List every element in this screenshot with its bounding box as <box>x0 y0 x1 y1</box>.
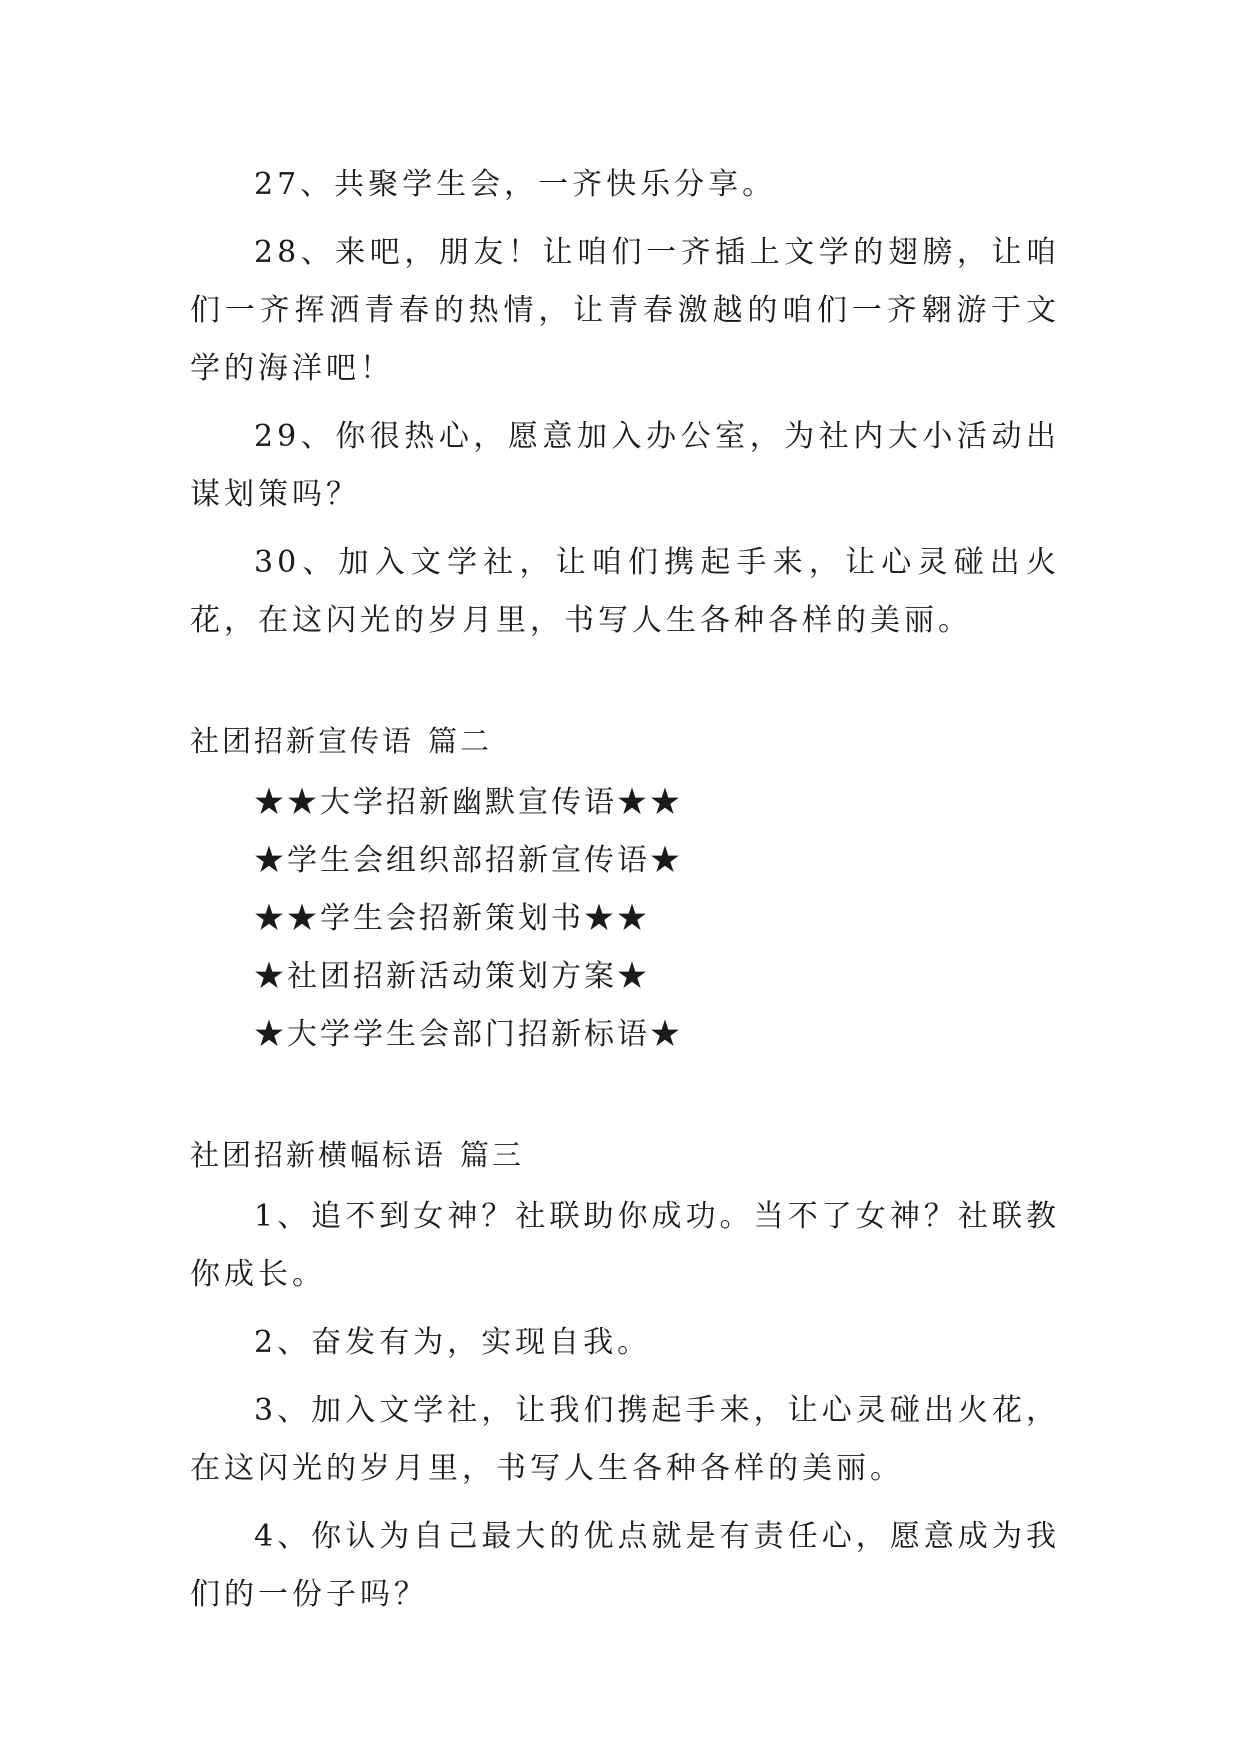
banner-slogan-3: 3、加入文学社，让我们携起手来，让心灵碰出火花，在这闪光的岁月里，书写人生各种各样的美丽。 <box>190 1393 1060 1486</box>
section-heading-3 <box>190 1126 1060 1184</box>
section-title: 社团招新宣传语 <box>190 724 415 758</box>
banner-slogan-1: 1、追不到女神？社联助你成功。当不了女神？社联教你成长。 <box>190 1199 1060 1292</box>
link-list-item: ★★学生会招新策划书★★ <box>254 901 650 936</box>
link-list-item: ★★大学招新幽默宣传语★★ <box>254 785 683 820</box>
link-list-item: ★大学学生会部门招新标语★ <box>254 1017 683 1052</box>
slogan-item-28: 28、来吧，朋友！让咱们一齐插上文学的翅膀，让咱们一齐挥洒青春的热情，让青春激越的咱们一齐翱游于文学的海洋吧！ <box>190 235 1060 386</box>
slogan-item-27: 27、共聚学生会，一齐快乐分享。 <box>254 167 777 202</box>
section-suffix: 篇三 <box>460 1138 525 1172</box>
section-heading-2 <box>190 712 1060 770</box>
link-list-item: ★学生会组织部招新宣传语★ <box>254 843 683 878</box>
banner-slogan-2: 2、奋发有为，实现自我。 <box>254 1325 652 1360</box>
document-body <box>190 156 1060 1634</box>
section-title: 社团招新横幅标语 <box>190 1138 447 1172</box>
link-list-item: ★社团招新活动策划方案★ <box>254 959 650 994</box>
slogan-item-29: 29、你很热心，愿意加入办公室，为社内大小活动出谋划策吗？ <box>190 419 1060 512</box>
slogan-item-30: 30、加入文学社，让咱们携起手来，让心灵碰出火花，在这闪光的岁月里，书写人生各种各样的美丽。 <box>190 545 1060 638</box>
banner-slogan-4: 4、你认为自己最大的优点就是有责任心，愿意成为我们的一份子吗？ <box>190 1519 1060 1612</box>
section-suffix: 篇二 <box>428 724 493 758</box>
